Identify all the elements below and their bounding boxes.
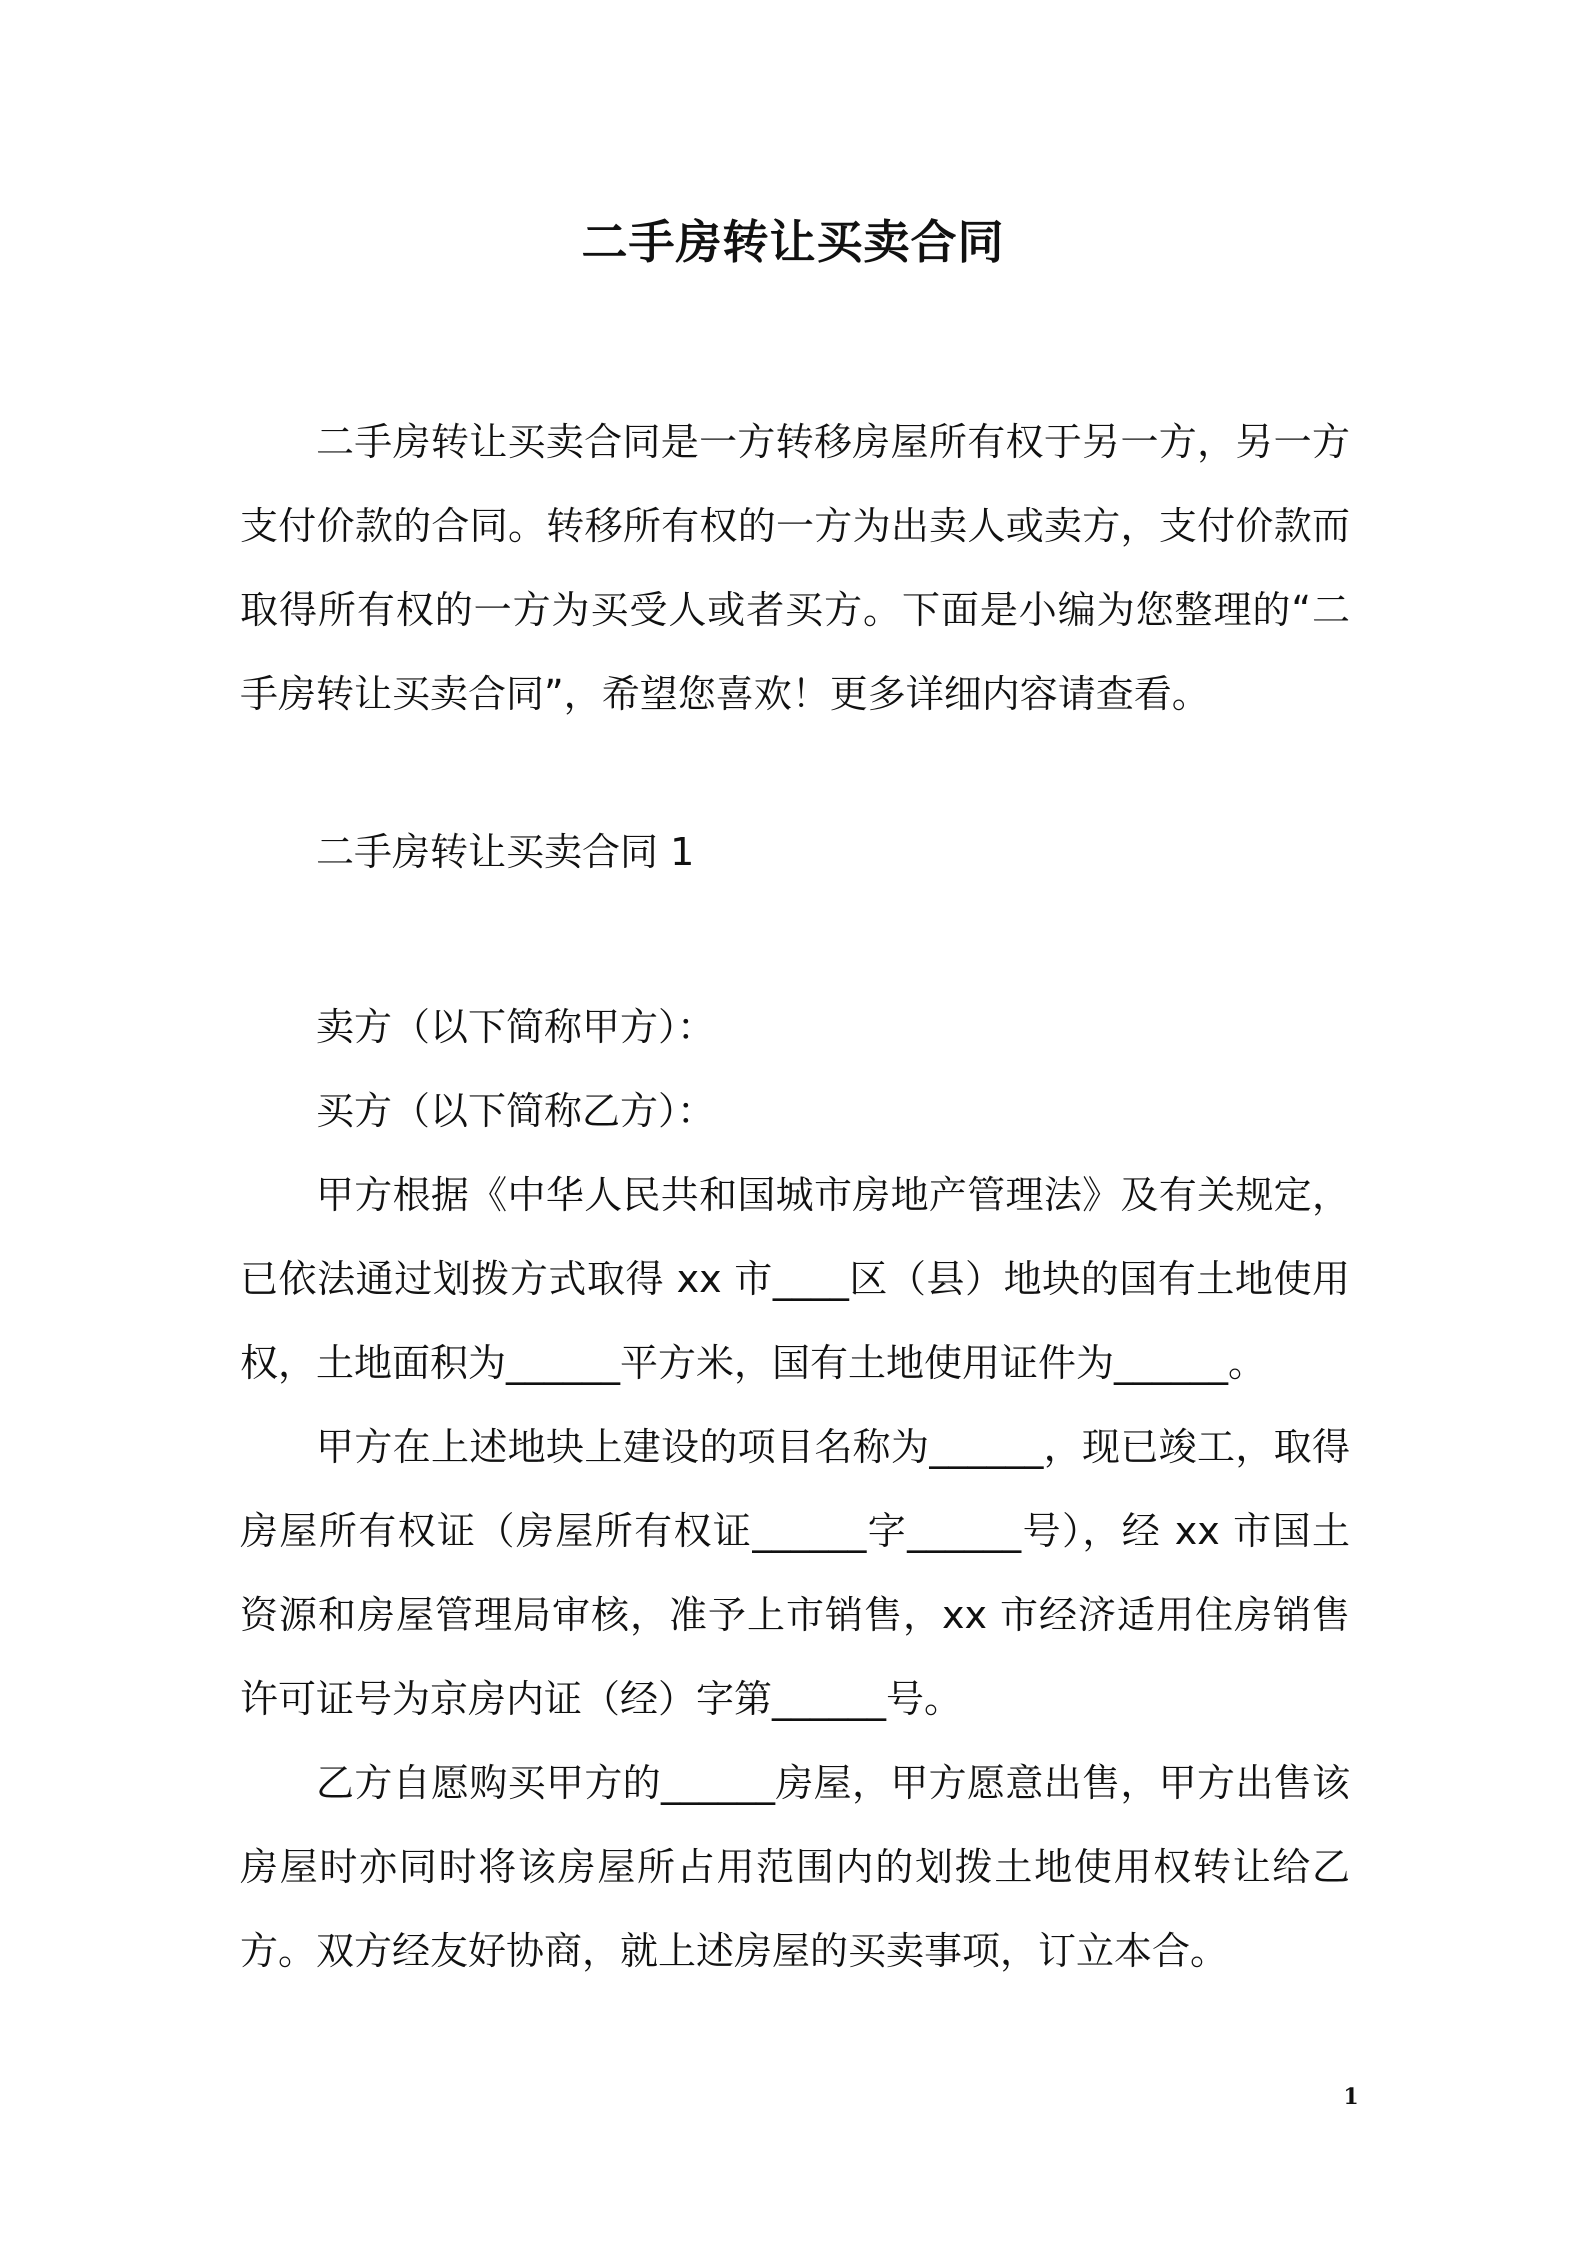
intro-section — [240, 400, 1350, 736]
page-number: 1 — [1343, 2084, 1359, 2110]
section-heading: 二手房转让买卖合同 1 — [316, 830, 695, 874]
contract-body — [240, 985, 1350, 1993]
purchase-paragraph: 乙方自愿购买甲方的______房屋，甲方愿意出售，甲方出售该房屋时亦同时将该房屋所占用范围内的划拨土地使用权转让给乙方。双方经友好协商，就上述房屋的买卖事项，订立本合。 — [240, 1761, 1350, 1973]
land-use-paragraph: 甲方根据《中华人民共和国城市房地产管理法》及有关规定，已依法通过划拨方式取得 xx 市____区（县）地块的国有土地使用权，土地面积为______平方米，国有土地使用证件为______。 — [240, 1173, 1350, 1385]
contract-section — [240, 810, 1350, 894]
intro-paragraph: 二手房转让买卖合同是一方转移房屋所有权于另一方，另一方支付价款的合同。转移所有权的一方为出卖人或卖方，支付价款而取得所有权的一方为买受人或者买方。下面是小编为您整理的“二手房转让买卖合同”，希望您喜欢！更多详细内容请查看。 — [240, 420, 1350, 716]
buyer-line: 买方（以下简称乙方）： — [316, 1089, 716, 1133]
seller-line: 卖方（以下简称甲方）： — [316, 1005, 716, 1049]
document-title: 二手房转让买卖合同 — [581, 215, 1005, 269]
project-paragraph: 甲方在上述地块上建设的项目名称为______，现已竣工，取得房屋所有权证（房屋所有权证______字______号），经 xx 市国土资源和房屋管理局审核，准予上市销售，xx 市经济适用住房销售许可证号为京房内证（经）字第______号。 — [240, 1425, 1350, 1721]
